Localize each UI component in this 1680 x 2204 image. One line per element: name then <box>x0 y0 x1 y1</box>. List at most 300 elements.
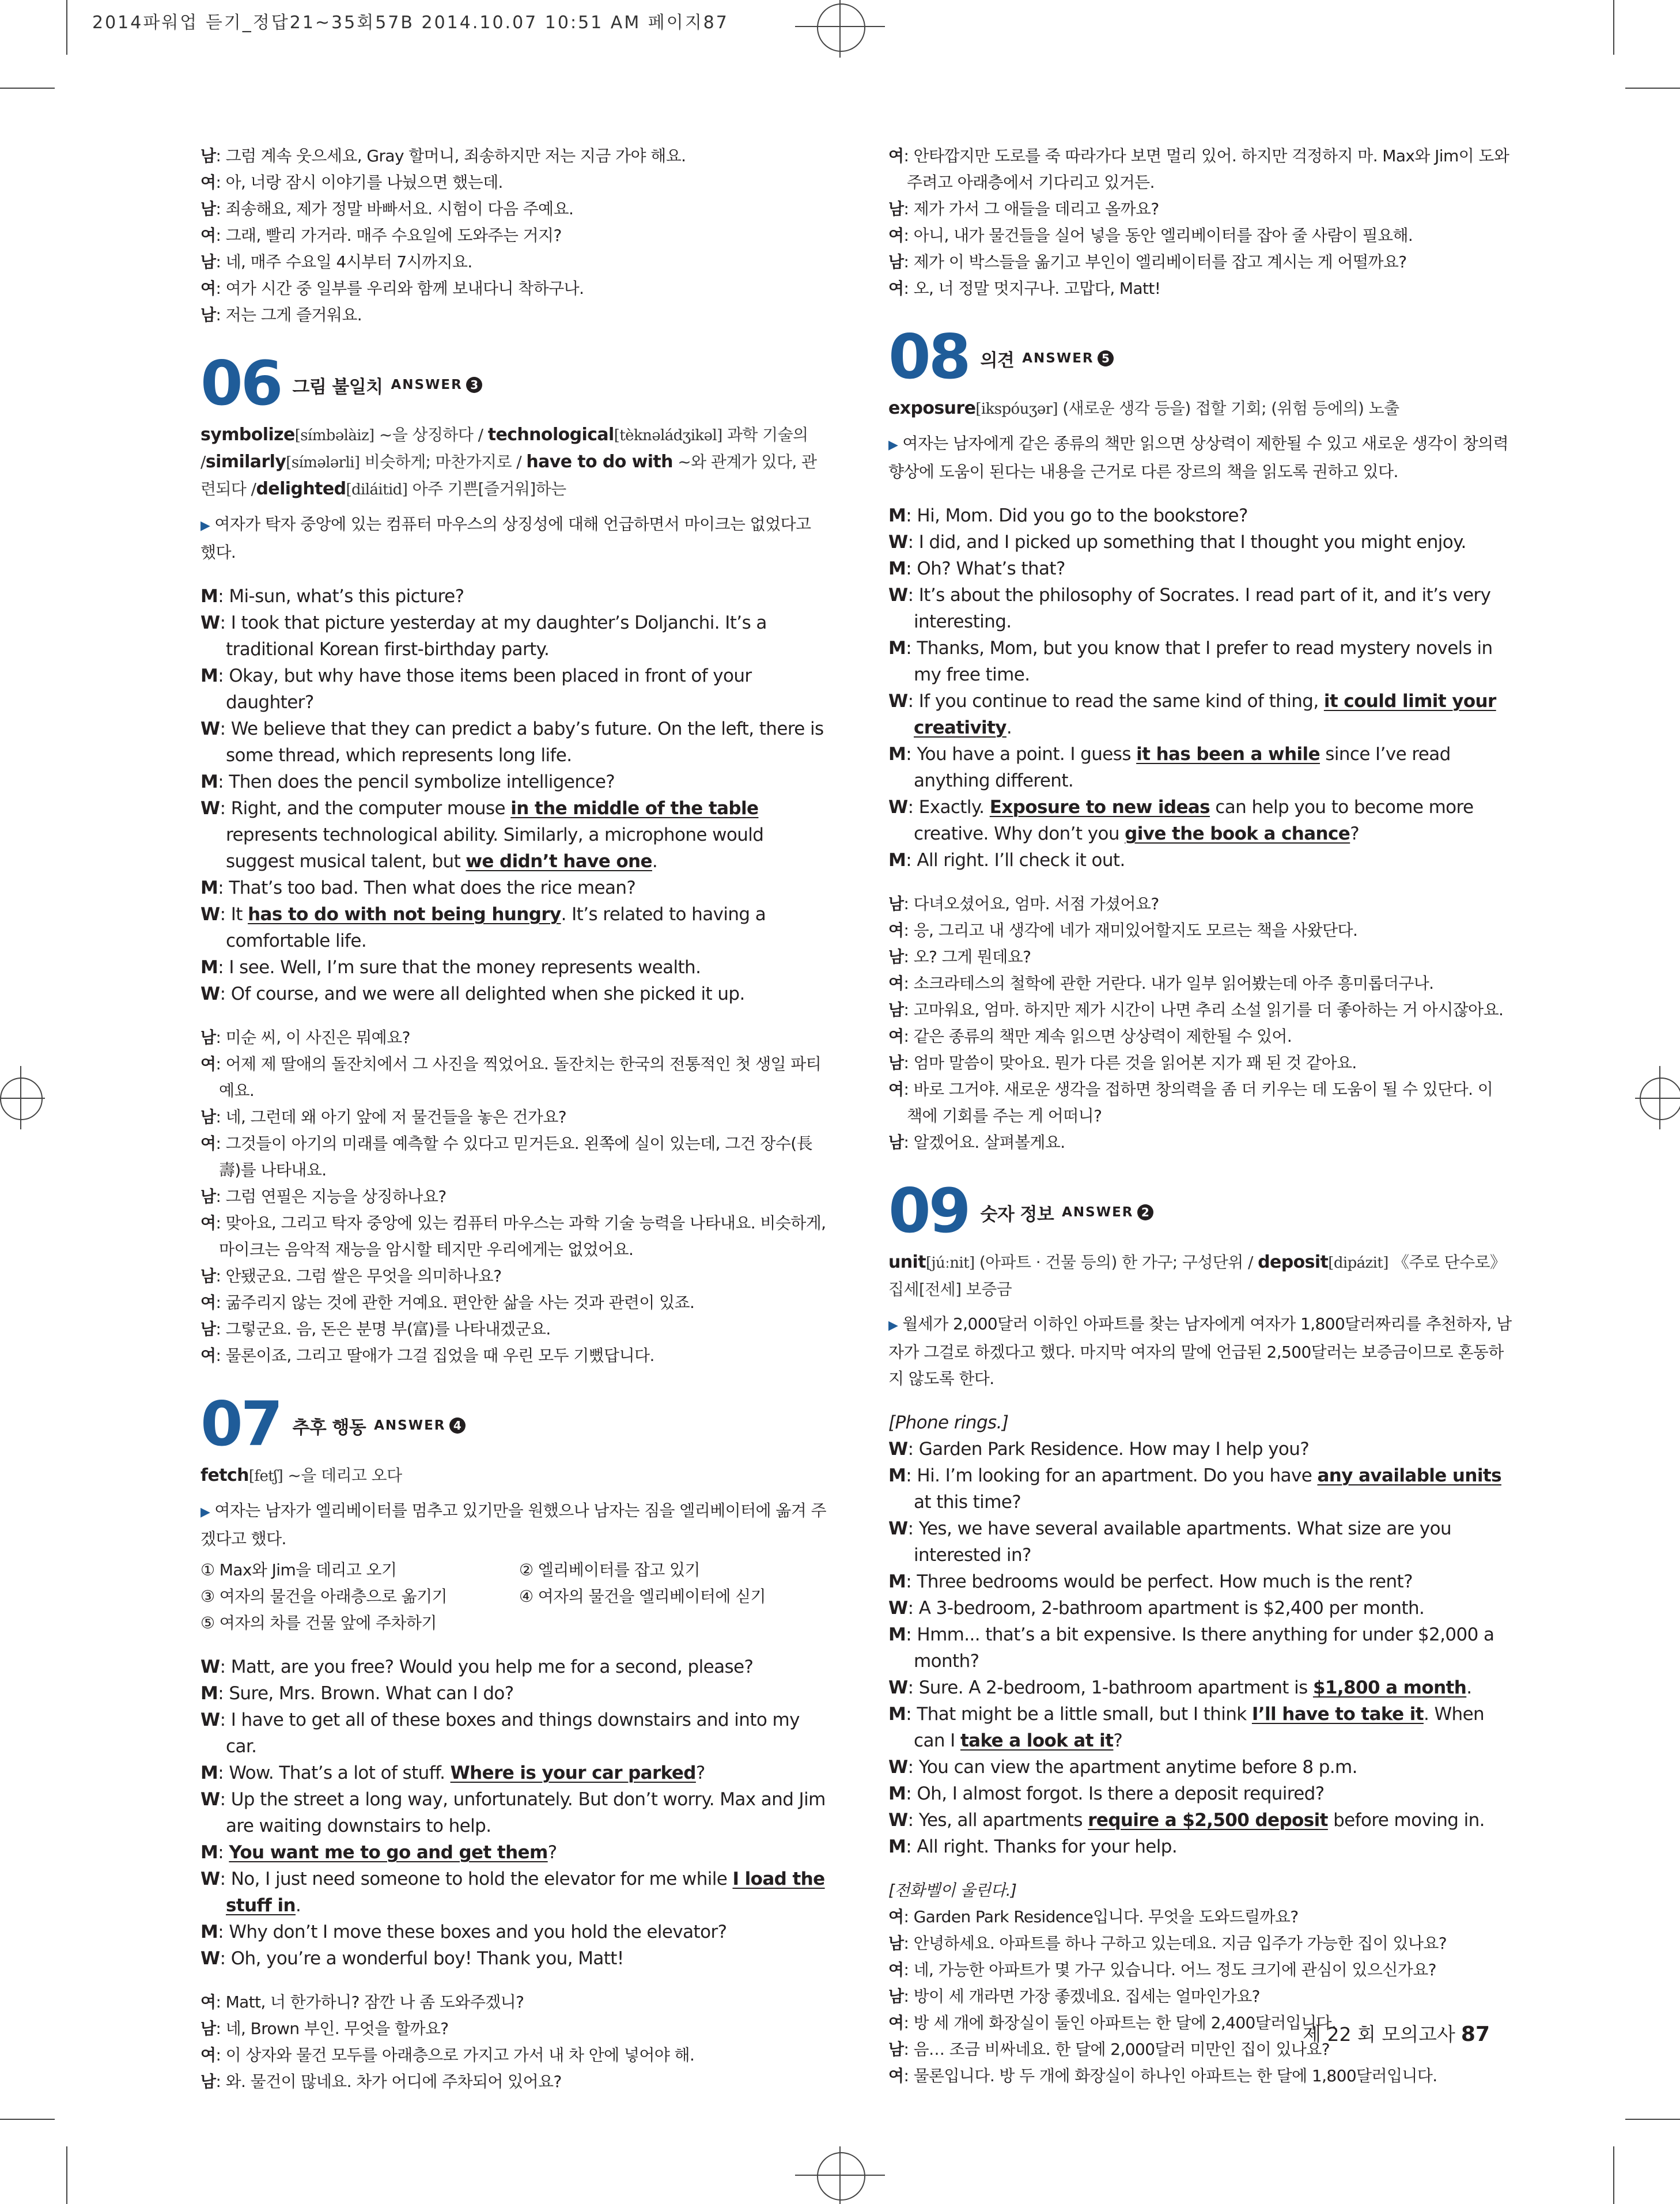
translation-text: : 엄마 말씀이 맞아요. 뭔가 다른 것을 읽어본 지가 꽤 된 것 같아요. <box>903 1053 1357 1072</box>
translation-text: : Matt, 너 한가하니? 잠깐 나 좀 도와주겠니? <box>215 1993 524 2012</box>
colon: : <box>906 1465 917 1486</box>
dialogue-line <box>200 981 826 1007</box>
dialogue-text: All right. Thanks for your help. <box>917 1836 1178 1857</box>
translation-text: : 오? 그게 뭔데요? <box>903 947 1031 966</box>
translation-line <box>200 1290 826 1316</box>
dialogue-line <box>888 1833 1512 1860</box>
colon: : <box>906 638 917 659</box>
speaker-label: 남 <box>200 199 216 218</box>
key-phrase: has to do with not being hungry <box>248 904 561 925</box>
spacer <box>888 874 1512 891</box>
spacer <box>200 1636 826 1654</box>
answer-label: ANSWER <box>1062 1205 1134 1220</box>
colon: : <box>907 1439 919 1460</box>
translation-line <box>888 997 1512 1023</box>
speaker-label: 남 <box>888 1000 904 1019</box>
translation-text: : 알겠어요. 살펴볼게요. <box>903 1133 1065 1152</box>
colon: : <box>220 1948 231 1969</box>
translation-line <box>200 302 826 328</box>
dialogue-text: You can view the apartment anytime before 8 p.m. <box>918 1757 1357 1778</box>
section-header <box>888 322 1512 392</box>
speaker-label: 여 <box>888 921 904 940</box>
section-06 <box>200 348 826 1369</box>
dialogue-line <box>200 769 826 795</box>
registration-mark <box>817 2152 865 2201</box>
registration-mark <box>20 1066 21 1129</box>
registration-mark <box>795 26 885 27</box>
speaker-label: 여 <box>200 1054 216 1073</box>
dialogue-line <box>200 901 826 954</box>
dialogue-text: You have a point. I guess <box>917 744 1137 765</box>
translation-text: : 그렇군요. 음, 돈은 분명 부(富)를 나타내겠군요. <box>215 1320 551 1339</box>
dialogue-text: I took that picture yesterday at my daughter’s Doljanchi. It’s a traditional Korean first-birthday party. <box>226 613 767 660</box>
crop-mark <box>1625 88 1680 89</box>
dialogue-text: ? <box>1350 823 1360 844</box>
speaker-label: 남 <box>200 2072 216 2091</box>
speaker-label: W <box>200 1948 220 1969</box>
translation-text: : 네, 가능한 아파트가 몇 가구 있습니다. 어느 정도 크기에 관심이 있으신가요? <box>903 1960 1436 1979</box>
key-phrase: it could limit your creativity <box>914 691 1496 738</box>
translation-text: : 네, 그런데 왜 아기 앞에 저 물건들을 놓은 건가요? <box>215 1107 567 1126</box>
dialogue-line <box>200 663 826 716</box>
answer-number: 2 <box>1137 1204 1153 1220</box>
translation-text: : 제가 가서 그 애들을 데리고 올까요? <box>903 199 1159 218</box>
dialogue-text: If you continue to read the same kind of thing, <box>918 691 1324 712</box>
speaker-label: 여 <box>888 226 904 245</box>
section-number: 08 <box>888 322 969 392</box>
speaker-label: M <box>888 1704 906 1725</box>
translation-line <box>888 1904 1512 1930</box>
print-slug: 2014파워업 듣기_정답21~35회57B 2014.10.07 10:51 AM 페이지87 <box>92 13 729 33</box>
spacer <box>888 1860 1512 1877</box>
dialogue-line <box>888 1754 1512 1780</box>
translation-line <box>200 1316 826 1343</box>
vocab-pronunciation: [dipázit] <box>1328 1254 1388 1272</box>
answer-option: ① Max와 Jim을 데리고 오기 <box>200 1560 397 1579</box>
speaker-label: M <box>200 772 218 792</box>
translation-line <box>888 1957 1512 1983</box>
vocabulary <box>888 1249 1512 1303</box>
triangle-icon: ▶ <box>200 519 210 533</box>
answer-label: ANSWER <box>1022 351 1094 366</box>
colon: : <box>220 904 231 925</box>
colon: : <box>907 1810 919 1831</box>
speaker-label: 여 <box>200 2046 216 2065</box>
colon: : <box>218 1763 229 1783</box>
colon: : <box>906 1624 917 1645</box>
colon: : <box>220 613 231 633</box>
speaker-label: 여 <box>200 1346 216 1365</box>
speaker-label: 남 <box>888 894 904 913</box>
vocabulary <box>888 395 1512 422</box>
dialogue-line <box>888 1515 1512 1568</box>
vocab-meaning: ~을 데리고 오다 <box>283 1466 402 1485</box>
registration-mark <box>817 3 865 52</box>
speaker-label: 남 <box>888 947 904 966</box>
vocab-meaning: ~을 상징하다 / <box>374 425 488 444</box>
translation-line <box>888 1129 1512 1156</box>
speaker-label: M <box>888 1783 906 1804</box>
colon: : <box>220 984 231 1004</box>
answer-option: ④ 여자의 물건을 엘리베이터에 싣기 <box>519 1587 766 1606</box>
colon: : <box>218 957 229 978</box>
colon: : <box>906 558 917 579</box>
key-phrase: give the book a chance <box>1125 823 1350 844</box>
speaker-label: M <box>888 1836 906 1857</box>
dialogue-text: Mi-sun, what’s this picture? <box>229 586 464 607</box>
dialogue-line <box>888 502 1512 529</box>
registration-mark <box>1659 1066 1660 1129</box>
dialogue-line <box>200 954 826 981</box>
translation-line <box>888 196 1512 222</box>
registration-mark <box>0 1078 43 1120</box>
vocab-word: fetch <box>200 1465 249 1485</box>
answer-label: ANSWER <box>391 377 463 392</box>
translation-line <box>200 196 826 222</box>
speaker-label: 남 <box>888 1133 904 1152</box>
explanation <box>200 511 826 566</box>
key-phrase: I’ll have to take it <box>1251 1704 1424 1725</box>
speaker-label: W <box>888 1677 908 1698</box>
dialogue-text: . <box>652 851 658 872</box>
dialogue-text: Then does the pencil symbolize intelligence? <box>229 772 615 792</box>
translation-text: : 음… 조금 비싸네요. 한 달에 2,000달러 미만인 집이 있나요? <box>903 2040 1330 2059</box>
explanation-text: 여자는 남자에게 같은 종류의 책만 읽으면 상상력이 제한될 수 있고 새로운 생각이 창의력 향상에 도움이 된다는 내용을 근거로 다른 장르의 책을 읽도록 권하고 있다. <box>888 434 1509 481</box>
key-phrase: Where is your car parked <box>450 1763 696 1783</box>
dialogue-text: Three bedrooms would be perfect. How much is the rent? <box>917 1571 1413 1592</box>
dialogue-text: Okay, but why have those items been placed in front of your daughter? <box>226 666 752 713</box>
dialogue-text: I see. Well, I’m sure that the money represents wealth. <box>229 957 701 978</box>
speaker-label: W <box>888 1518 908 1539</box>
vocab-word: have to do with <box>526 452 673 472</box>
answer-option: ⑤ 여자의 차를 건물 앞에 주차하기 <box>200 1613 437 1632</box>
translation-text: : 오, 너 정말 멋지구나. 고맙다, Matt! <box>903 279 1161 298</box>
speaker-label: 남 <box>888 1053 904 1072</box>
colon: : <box>218 586 229 607</box>
answer-option: ③ 여자의 물건을 아래층으로 옮기기 <box>200 1587 447 1606</box>
dialogue-text: Hi, Mom. Did you go to the bookstore? <box>917 505 1248 526</box>
speaker-label: W <box>888 797 908 818</box>
vocab-word: deposit <box>1258 1252 1329 1272</box>
colon: : <box>906 505 917 526</box>
crop-mark <box>1613 2146 1614 2204</box>
translation-line <box>888 222 1512 249</box>
section-title: 추후 행동 <box>292 1417 366 1438</box>
vocab-pronunciation: [tèknəládʒikəl] <box>614 427 722 444</box>
translation-text: : 제가 이 박스들을 옮기고 부인이 엘리베이터를 잡고 계시는 게 어떨까요? <box>903 252 1407 271</box>
dialogue-line <box>888 1674 1512 1701</box>
dialogue-line <box>888 1595 1512 1621</box>
speaker-label: W <box>200 904 220 925</box>
section-header <box>200 348 826 419</box>
speaker-label: M <box>888 1571 906 1592</box>
speaker-label: 여 <box>200 173 216 192</box>
section-title: 의견 <box>980 350 1015 371</box>
translation-text: : 미순 씨, 이 사진은 뭐예요? <box>215 1028 410 1047</box>
speaker-label: 남 <box>200 1267 216 1286</box>
dialogue-text: Matt, are you free? Would you help me for a second, please? <box>230 1657 754 1677</box>
colon: : <box>906 1571 917 1592</box>
dialogue-text: can help you to become more creative. Why don’t you <box>914 797 1474 844</box>
dialogue-line <box>888 1568 1512 1595</box>
speaker-label: M <box>200 1922 218 1942</box>
vocab-meaning: (새로운 생각 등을) 접할 기회; (위험 등에의) 노출 <box>1057 399 1399 418</box>
dialogue-line <box>888 635 1512 688</box>
translation-line <box>200 249 826 275</box>
dialogue-text: . <box>1006 717 1012 738</box>
dialogue-line <box>200 716 826 769</box>
crop-mark <box>1625 2119 1680 2120</box>
translation-text: : 저는 그게 즐거워요. <box>215 305 362 324</box>
translation-text: : 고마워요, 엄마. 하지만 제가 시간이 나면 추리 소설 읽기를 더 좋아하는 거 아시잖아요. <box>903 1000 1504 1019</box>
dialogue-text: ? <box>695 1763 705 1783</box>
dialogue-line <box>200 1945 826 1972</box>
explanation <box>888 430 1512 485</box>
speaker-label: 여 <box>888 974 904 993</box>
footer-label: 제 22 회 모의고사 <box>1303 2023 1455 2046</box>
translation-text: : 응, 그리고 내 생각에 네가 재미있어할지도 모르는 책을 사왔단다. <box>903 921 1358 940</box>
speaker-label: M <box>200 1683 218 1704</box>
page-number: 87 <box>1460 2022 1490 2046</box>
dialogue-text: Oh, you’re a wonderful boy! Thank you, Matt! <box>230 1948 624 1969</box>
speaker-label: W <box>888 1439 908 1460</box>
translation-line <box>200 169 826 196</box>
dialogue-line <box>200 1866 826 1919</box>
dialogue-text: Up the street a long way, unfortunately. But don’t worry. Max and Jim are waiting downstairs to help. <box>226 1789 826 1836</box>
speaker-label: W <box>200 613 220 633</box>
vocab-pronunciation: [júːnit] <box>925 1254 975 1272</box>
spacer <box>888 1392 1512 1409</box>
dialogue-text: . It’s related to having a comfortable life. <box>226 904 766 951</box>
speaker-label: M <box>888 558 906 579</box>
vocab-pronunciation: [fetʃ] <box>248 1468 283 1485</box>
vocab-word: technological <box>487 425 614 445</box>
section-header <box>888 1175 1512 1246</box>
key-phrase: require a $2,500 deposit <box>1088 1810 1328 1831</box>
speaker-label: W <box>200 719 220 739</box>
colon: : <box>907 1518 919 1539</box>
vocab-meaning: ~와 관계가 있다, 관련되다 / <box>200 452 817 498</box>
dialogue-line <box>200 610 826 663</box>
spacer <box>888 422 1512 430</box>
translation-text: : 어제 제 딸애의 돌잔치에서 그 사진을 찍었어요. 돌잔치는 한국의 전통적인 첫 생일 파티예요. <box>215 1054 822 1100</box>
dialogue-line <box>888 529 1512 555</box>
speaker-label: W <box>200 1869 220 1889</box>
crop-mark <box>0 88 55 89</box>
dialogue-line <box>888 688 1512 741</box>
speaker-label: M <box>888 744 906 765</box>
colon: : <box>907 532 919 553</box>
speaker-label: W <box>200 984 220 1004</box>
translation-line <box>200 1131 826 1184</box>
vocab-word: exposure <box>888 398 976 418</box>
answer-number: 5 <box>1098 350 1114 366</box>
speaker-label: M <box>200 878 218 898</box>
dialogue-line <box>200 1680 826 1707</box>
colon: : <box>907 797 919 818</box>
dialogue-text: Oh, I almost forgot. Is there a deposit required? <box>917 1783 1325 1804</box>
colon: : <box>907 585 919 606</box>
page-footer <box>1303 2020 1490 2047</box>
translation-line <box>888 1930 1512 1957</box>
speaker-label: M <box>888 505 906 526</box>
colon: : <box>906 744 917 765</box>
key-phrase: Exposure to new ideas <box>989 797 1210 818</box>
colon: : <box>220 798 231 819</box>
colon: : <box>907 1757 919 1778</box>
translation-line <box>200 2042 826 2069</box>
translation-text: : Garden Park Residence입니다. 무엇을 도와드릴까요? <box>903 1907 1299 1926</box>
translation-line <box>888 1983 1512 2010</box>
key-phrase: in the middle of the table <box>510 798 759 819</box>
registration-mark <box>1635 1098 1680 1099</box>
dialogue-text: . When can I <box>914 1704 1485 1751</box>
translation-text: : 맞아요, 그리고 탁자 중앙에 있는 컴퓨터 마우스는 과학 기술 능력을 나타내요. 비슷하게, 마이크는 음악적 재능을 암시할 테지만 우리에게는 없었어요. <box>215 1213 826 1259</box>
translation-text: : 바로 그거야. 새로운 생각을 접하면 창의력을 좀 더 키우는 데 도움이 될 수 있단다. 이 책에 기회를 주는 게 어떠니? <box>903 1080 1493 1125</box>
dialogue-text: It’s about the philosophy of Socrates. I read part of it, and it’s very interesting. <box>914 585 1491 632</box>
dialogue-text: ? <box>1113 1730 1123 1751</box>
colon: : <box>906 1836 917 1857</box>
colon: : <box>907 691 919 712</box>
dialogue-text: since I’ve read anything different. <box>914 744 1451 791</box>
answer-number: 4 <box>449 1417 466 1434</box>
speaker-label: 남 <box>888 1934 904 1953</box>
vocab-pronunciation: [ikspóuʒər] <box>975 400 1058 418</box>
spacer <box>200 1490 826 1498</box>
colon: : <box>220 1657 231 1677</box>
section-header <box>200 1389 826 1460</box>
left-column <box>200 143 826 2095</box>
triangle-icon: ▶ <box>888 438 898 452</box>
colon: : <box>218 1683 229 1704</box>
dialogue-text: It <box>230 904 248 925</box>
speaker-label: 여 <box>200 1213 216 1233</box>
dialogue-line <box>200 795 826 875</box>
translation-line <box>200 1343 826 1369</box>
dialogue-text: A 3-bedroom, 2-bathroom apartment is $2,400 per month. <box>918 1598 1425 1619</box>
registration-mark <box>795 2175 885 2176</box>
registration-mark <box>0 1098 45 1099</box>
speaker-label: 남 <box>888 1987 904 2006</box>
dialogue-line <box>888 555 1512 582</box>
dialogue-text: Oh? What’s that? <box>917 558 1065 579</box>
speaker-label: W <box>200 1789 220 1810</box>
dialogue-line <box>888 1807 1512 1833</box>
section-number: 07 <box>200 1389 281 1460</box>
speaker-label: 여 <box>888 1027 904 1046</box>
translation-text: : 그럼 연필은 지능을 상징하나요? <box>215 1187 447 1206</box>
translation-text: : 안됐군요. 그럼 쌀은 무엇을 의미하나요? <box>215 1267 502 1286</box>
vocab-word: delighted <box>256 479 346 499</box>
colon: : <box>218 666 229 686</box>
dialogue-line <box>200 1654 826 1680</box>
speaker-label: M <box>888 1624 906 1645</box>
translation-text: : 이 상자와 물건 모두를 아래층으로 가지고 가서 내 차 안에 넣어야 해. <box>215 2046 695 2065</box>
answer-label: ANSWER <box>374 1418 446 1433</box>
dialogue-text: Yes, we have several available apartments. What size are you interested in? <box>914 1518 1452 1566</box>
translation-line <box>888 249 1512 275</box>
translation-text: : 소크라테스의 철학에 관한 거란다. 내가 일부 읽어봤는데 아주 흥미롭더구나. <box>903 974 1434 993</box>
speaker-label: 여 <box>888 279 904 298</box>
speaker-label: W <box>888 691 908 712</box>
dialogue-text: Exactly. <box>918 797 990 818</box>
dialogue-text: Yes, all apartments <box>918 1810 1088 1831</box>
right-column <box>888 143 1512 2089</box>
spacer <box>200 1972 826 1989</box>
dialogue-text: Of course, and we were all delighted when she picked it up. <box>230 984 745 1004</box>
dialogue-line <box>888 1621 1512 1674</box>
speaker-label: 여 <box>888 1960 904 1979</box>
speaker-label: 남 <box>200 252 216 271</box>
stage-direction: [전화벨이 울린다.] <box>888 1881 1017 1900</box>
translation-line <box>200 1989 826 2016</box>
vocabulary <box>200 422 826 503</box>
speaker-label: 남 <box>200 1187 216 1206</box>
speaker-label: 남 <box>200 2019 216 2038</box>
translation-line <box>888 143 1512 196</box>
dialogue-line <box>888 741 1512 794</box>
colon: : <box>218 1922 229 1942</box>
dialogue-line <box>888 582 1512 635</box>
dialogue-text: Hmm... that’s a bit expensive. Is there anything for under $2,000 a month? <box>914 1624 1494 1672</box>
dialogue-line <box>200 1786 826 1839</box>
speaker-label: 여 <box>888 2066 904 2085</box>
dialogue-line <box>888 1436 1512 1462</box>
speaker-label: W <box>888 585 908 606</box>
speaker-label: 남 <box>200 146 216 165</box>
vocab-meaning: 과학 기술의 / <box>200 425 808 471</box>
speaker-label: M <box>200 666 218 686</box>
vocab-meaning: (아파트 · 건물 등의) 한 가구; 구성단위 / <box>974 1253 1258 1272</box>
speaker-label: 여 <box>888 146 904 165</box>
crop-mark <box>66 2146 67 2204</box>
triangle-icon: ▶ <box>888 1318 898 1333</box>
translation-line <box>200 1184 826 1210</box>
vocab-word: similarly <box>205 452 286 472</box>
dialogue-line <box>888 847 1512 874</box>
colon: : <box>220 1710 231 1730</box>
translation-line <box>888 1076 1512 1129</box>
explanation <box>200 1498 826 1552</box>
translation-text: : 물론입니다. 방 두 개에 화장실이 하나인 아파트는 한 달에 1,800달러입니다. <box>903 2066 1437 2085</box>
speaker-label: 여 <box>200 1293 216 1312</box>
translation-text: : 죄송해요, 제가 정말 바빠서요. 시험이 다음 주예요. <box>215 199 574 218</box>
dialogue-text: Why don’t I move these boxes and you hold the elevator? <box>229 1922 727 1942</box>
speaker-label: W <box>200 1657 220 1677</box>
translation-text: : 그럼 계속 웃으세요, Gray 할머니, 죄송하지만 저는 지금 가야 해요. <box>215 146 686 165</box>
dialogue-line <box>888 1462 1512 1515</box>
korean-translation-block <box>200 143 826 328</box>
translation-text: : 그것들이 아기의 미래를 예측할 수 있다고 믿거든요. 왼쪽에 실이 있는데, 그건 장수(長壽)를 나타내요. <box>215 1134 813 1180</box>
speaker-label: 여 <box>200 1134 216 1153</box>
colon: : <box>907 1598 919 1619</box>
translation-text: : 와. 물건이 많네요. 차가 어디에 주차되어 있어요? <box>215 2072 562 2091</box>
translation-text: : 여가 시간 중 일부를 우리와 함께 보내다니 착하구나. <box>215 279 584 298</box>
speaker-label: 남 <box>888 252 904 271</box>
section-07 <box>200 1389 826 2095</box>
answer-options <box>200 1557 826 1636</box>
dialogue-text: No, I just need someone to hold the elevator for me while <box>230 1869 733 1889</box>
translation-text: : 다녀오셨어요, 엄마. 서점 가셨어요? <box>903 894 1159 913</box>
translation-line <box>200 2016 826 2042</box>
spacer <box>888 485 1512 502</box>
dialogue-line <box>200 875 826 901</box>
vocab-meaning: 아주 기쁜[즐거워]하는 <box>407 479 566 498</box>
translation-line <box>888 944 1512 970</box>
speaker-label: M <box>888 1465 906 1486</box>
speaker-label: M <box>888 638 906 659</box>
key-phrase: You want me to go and get them <box>229 1842 548 1863</box>
